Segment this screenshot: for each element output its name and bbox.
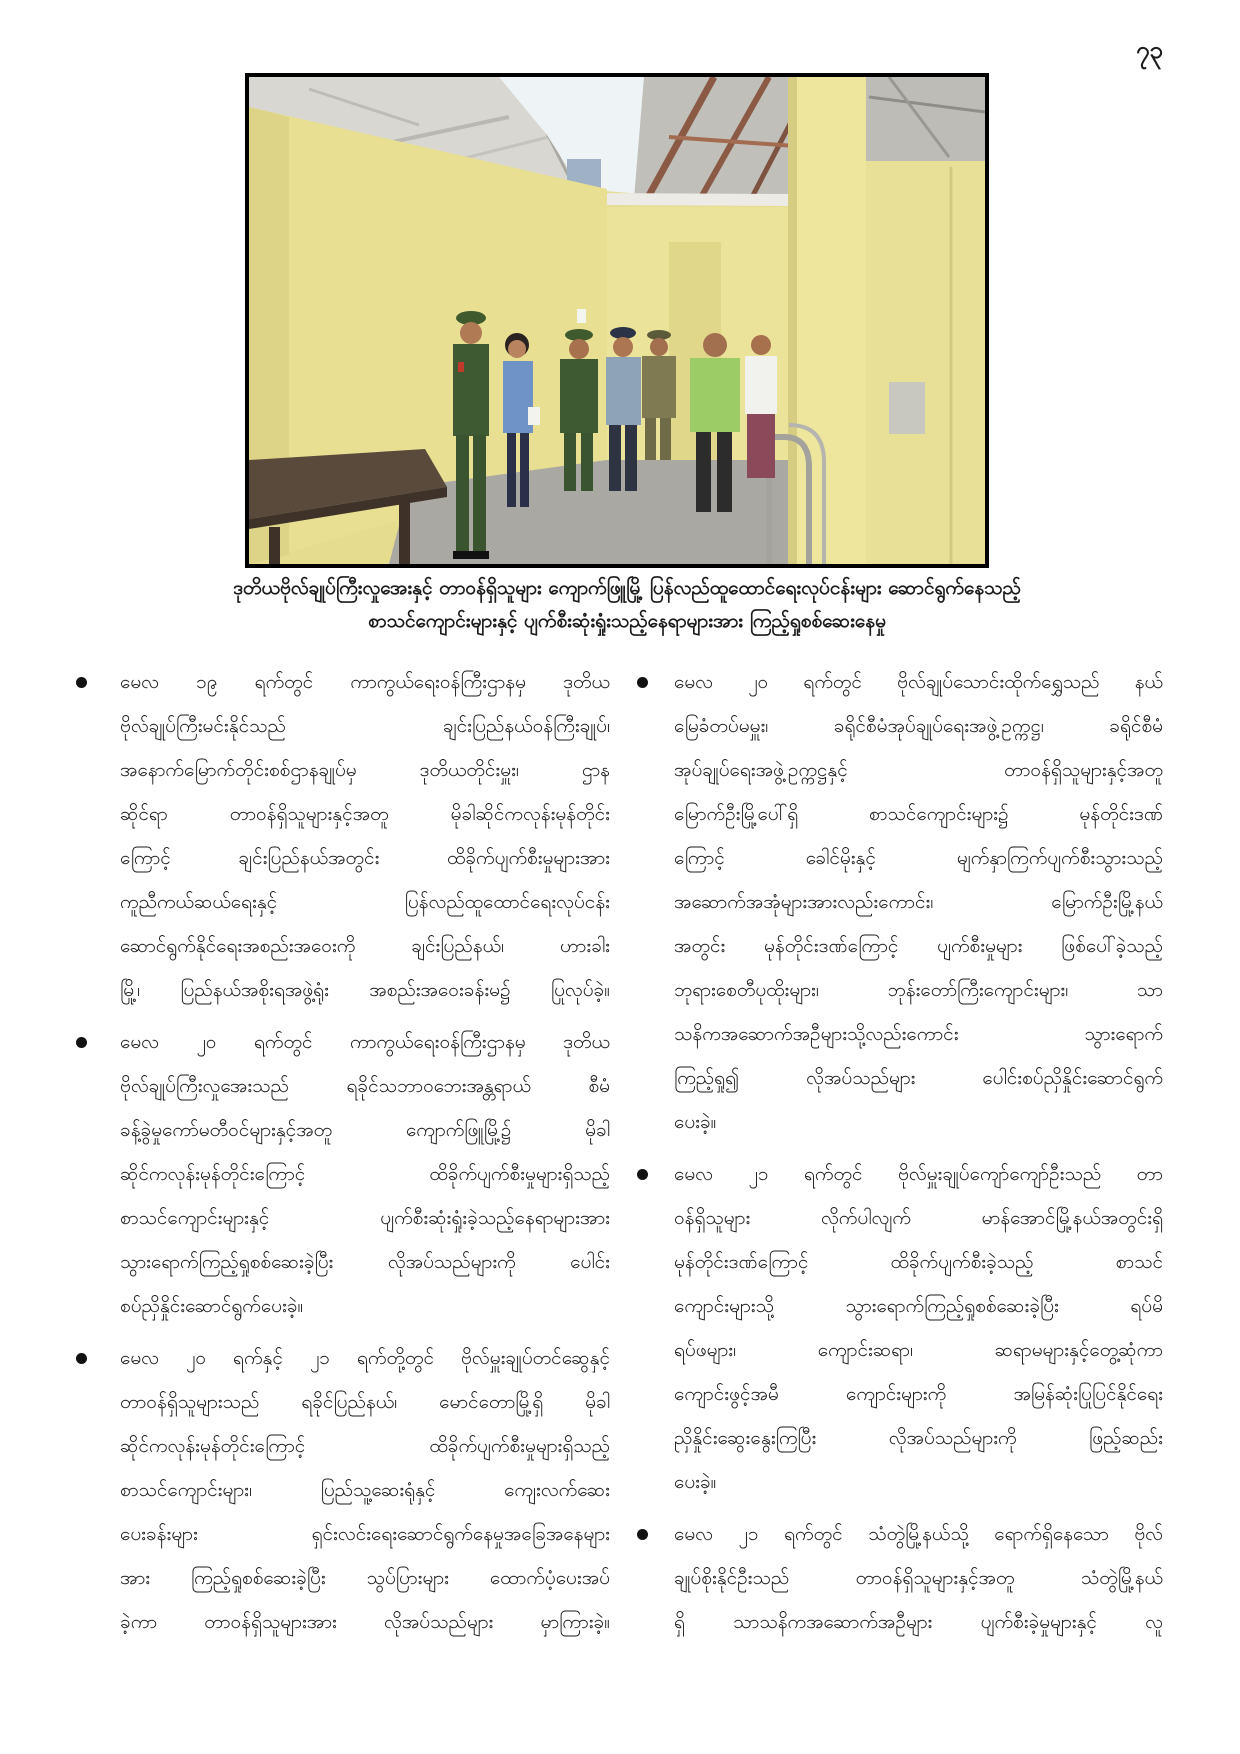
text-line: မေလ ၂၁ ရက်တွင် သံတွဲမြို့နယ်သို့ ရောက်ရှိနေသော ဗိုလ် [674, 1523, 1163, 1545]
bullet-icon [76, 1037, 87, 1048]
text-line: ပေးခန်းများ ရှင်းလင်းရေးဆောင်ရွက်နေမှုအခြေအနေများ [120, 1523, 610, 1545]
text-line: မုန်တိုင်းဒဏ်ကြောင့် ထိခိုက်ပျက်စီးခဲ့သည့် စာသင် [674, 1251, 1163, 1273]
text-line: ခဲ့ကာ တာဝန်ရှိသူများအား လိုအပ်သည်များ မှာကြားခဲ့။ [120, 1611, 610, 1633]
text-line: ကြောင့် ခေါင်မိုးနှင့် မျက်နှာကြက်ပျက်စီးသွားသည့် [674, 847, 1163, 869]
bullet-paragraph [120, 660, 610, 1012]
photo-right-wall [866, 161, 985, 564]
photo-person-white-shirt [745, 335, 777, 478]
text-line: ပေးခဲ့။ [674, 1471, 717, 1493]
text-line: ချုပ်စိုးနိုင်ဦးသည် တာဝန်ရှိသူများနှင့်အတူ သံတွဲမြို့နယ် [674, 1567, 1163, 1589]
text-line: သနိကအဆောက်အဦများသို့လည်းကောင်း သွားရောက် [674, 1023, 1163, 1045]
photo-pillar [788, 77, 866, 564]
text-line: ဗိုလ်ချုပ်ကြီးမင်းနိုင်သည် ချင်းပြည်နယ်ဝန်ကြီးချုပ်၊ [120, 715, 610, 737]
text-line: အား ကြည့်ရှုစစ်ဆေးခဲ့ပြီး သွပ်ပြားများ ထောက်ပံ့ပေးအပ် [120, 1567, 610, 1589]
text-line: ညှိနှိုင်းဆွေးနွေးကြပြီး လိုအပ်သည်များကို ဖြည့်ဆည်း [674, 1427, 1163, 1449]
text-line: စာသင်ကျောင်းများနှင့် ပျက်စီးဆုံးရှုံးခဲ့သည့်နေရာများအား [120, 1207, 610, 1229]
text-line: သွားရောက်ကြည့်ရှုစစ်ဆေးခဲ့ပြီး လိုအပ်သည်များကို ပေါင်း [120, 1251, 610, 1273]
text-line: စာသင်ကျောင်းများ၊ ပြည်သူ့ဆေးရုံနှင့် ကျေးလက်ဆေး [120, 1479, 610, 1501]
text-line: ဝန်ရှိသူများ လိုက်ပါလျက် မာန်အောင်မြို့နယ်အတွင်းရှိ [674, 1207, 1163, 1229]
text-line: မေလ ၂၀ ရက်တွင် ဗိုလ်ချုပ်သောင်းထိုက်ရွှေသည် နယ် [674, 671, 1163, 693]
text-line: တာဝန်ရှိသူများသည် ရခိုင်ပြည်နယ်၊ မောင်တောမြို့ရှိ မိုခါ [120, 1391, 610, 1413]
text-line: ဆောင်ရွက်နိုင်ရေးအစည်းအဝေးကို ချင်းပြည်နယ်၊ ဟားခါး [120, 935, 610, 957]
text-line: ဆိုင်ကလုန်းမုန်တိုင်းကြောင့် ထိခိုက်ပျက်စီးမှုများရှိသည့် [120, 1163, 610, 1185]
bullet-icon [637, 1169, 648, 1180]
photo-scene [249, 77, 985, 564]
text-line: ခန့်ခွဲမှုကော်မတီဝင်များနှင့်အတူ ကျောက်ဖြူမြို့၌ မိုခါ [120, 1119, 610, 1141]
text-line: ဆိုင်ရာ တာဝန်ရှိသူများနှင့်အတူ မိုခါဆိုင်ကလုန်းမုန်တိုင်း [120, 803, 610, 825]
text-line: ကြည့်ရှု၍ လိုအပ်သည်များ ပေါင်းစပ်ညှိနှိုင်းဆောင်ရွက် [674, 1067, 1163, 1089]
left-column [120, 660, 610, 1652]
text-line: မြောက်ဦးမြို့ပေါ်ရှိ စာသင်ကျောင်းများ၌ မုန်တိုင်းဒဏ် [674, 803, 1163, 825]
text-line: ရှိ သာသနိကအဆောက်အဦများ ပျက်စီးခဲ့မှုများနှင့် လူ [674, 1611, 1163, 1633]
text-line: အတွင်း မုန်တိုင်းဒဏ်ကြောင့် ပျက်စီးမှုများ ဖြစ်ပေါ်ခဲ့သည့် [674, 935, 1163, 957]
caption-line: ဒုတိယဗိုလ်ချုပ်ကြီးလှုအေးနှင့် တာဝန်ရှိသူများ ကျောက်ဖြူမြို့ ပြန်လည်ထူထောင်ရေးလုပ်ငန်းများ ဆောင်ရွက်နေသည့် [233, 577, 1021, 599]
bullet-paragraph [674, 1512, 1163, 1644]
photo-switch-box [577, 309, 586, 323]
bullet-icon [76, 1353, 87, 1364]
text-line: ဘုရားစေတီပုထိုးများ၊ ဘုန်းတော်ကြီးကျောင်းများ၊ သာ [674, 979, 1163, 1001]
text-line: စပ်ညှိနှိုင်းဆောင်ရွက်ပေးခဲ့။ [120, 1295, 304, 1317]
text-line: မေလ ၂၀ ရက်တွင် ကာကွယ်ရေးဝန်ကြီးဌာနမှ ဒုတိယ [120, 1031, 610, 1053]
bullet-icon [637, 677, 648, 688]
photo-caption [14, 572, 1240, 638]
photo-right-roof [866, 77, 985, 161]
right-column [674, 660, 1163, 1652]
text-line: ကြောင့် ချင်းပြည်နယ်အတွင်း ထိခိုက်ပျက်စီးမှုများအား [120, 847, 610, 869]
text-line: ဆိုင်ကလုန်းမုန်တိုင်းကြောင့် ထိခိုက်ပျက်စီးမှုများရှိသည့် [120, 1435, 610, 1457]
text-line: မြို့၊ ပြည်နယ်အစိုးရအဖွဲ့ရုံး အစည်းအဝေးခန်းမ၌ ပြုလုပ်ခဲ့။ [120, 979, 610, 1001]
text-line: ကူညီကယ်ဆယ်ရေးနှင့် ပြန်လည်ထူထောင်ရေးလုပ်ငန်း [120, 891, 610, 913]
text-line: မြေခံတပ်မမှူး၊ ခရိုင်စီမံအုပ်ချုပ်ရေးအဖွဲ့ဥက္ကဋ္ဌ၊ ခရိုင်စီမံ [674, 715, 1163, 737]
text-line: ရပ်ဖများ၊ ကျောင်းဆရာ၊ ဆရာမများနှင့်တွေ့ဆုံကာ [674, 1339, 1163, 1361]
text-line: အဆောက်အအုံများအားလည်းကောင်း၊ မြောက်ဦးမြို့နယ် [674, 891, 1163, 913]
bullet-paragraph [674, 660, 1163, 1144]
text-line: အနောက်မြောက်တိုင်းစစ်ဌာနချုပ်မှ ဒုတိယတိုင်းမှူး၊ ဌာန [120, 759, 610, 781]
text-line: ဗိုလ်ချုပ်ကြီးလှုအေးသည် ရခိုင်သဘာဝဘေးအန္တရာယ် စီမံ [120, 1075, 610, 1097]
bullet-paragraph [120, 1336, 610, 1644]
text-line: ကျောင်းများသို့ သွားရောက်ကြည့်ရှုစစ်ဆေးခဲ့ပြီး ရပ်မိ [674, 1295, 1163, 1317]
text-line: ကျောင်းဖွင့်အမီ ကျောင်းများကို အမြန်ဆုံးပြုပြင်နိုင်ရေး [674, 1383, 1163, 1405]
bullet-paragraph [674, 1152, 1163, 1504]
news-photo [245, 73, 989, 568]
bullet-paragraph [120, 1020, 610, 1328]
caption-line: စာသင်ကျောင်းများနှင့် ပျက်စီးဆုံးရှုံးသည့်နေရာများအား ကြည့်ရှုစစ်ဆေးနေမှု [368, 610, 886, 632]
text-line: မေလ ၂၁ ရက်တွင် ဗိုလ်မှူးချုပ်ကျော်ကျော်ဦးသည် တာ [674, 1163, 1163, 1185]
text-line: မေလ ၂၀ ရက်နှင့် ၂၁ ရက်တို့တွင် ဗိုလ်မှူးချုပ်တင်ဆွေနှင့် [120, 1347, 610, 1369]
bullet-icon [637, 1529, 648, 1540]
text-line: ပေးခဲ့။ [674, 1111, 717, 1133]
text-line: မေလ ၁၉ ရက်တွင် ကာကွယ်ရေးဝန်ကြီးဌာနမှ ဒုတိယ [120, 671, 610, 693]
bullet-icon [76, 677, 87, 688]
photo-electrical-box [889, 382, 925, 434]
text-line: အုပ်ချုပ်ရေးအဖွဲ့ဥက္ကဋ္ဌနှင့် တာဝန်ရှိသူများနှင့်အတူ [674, 759, 1163, 781]
page-number: ၇၃ [1136, 36, 1163, 64]
